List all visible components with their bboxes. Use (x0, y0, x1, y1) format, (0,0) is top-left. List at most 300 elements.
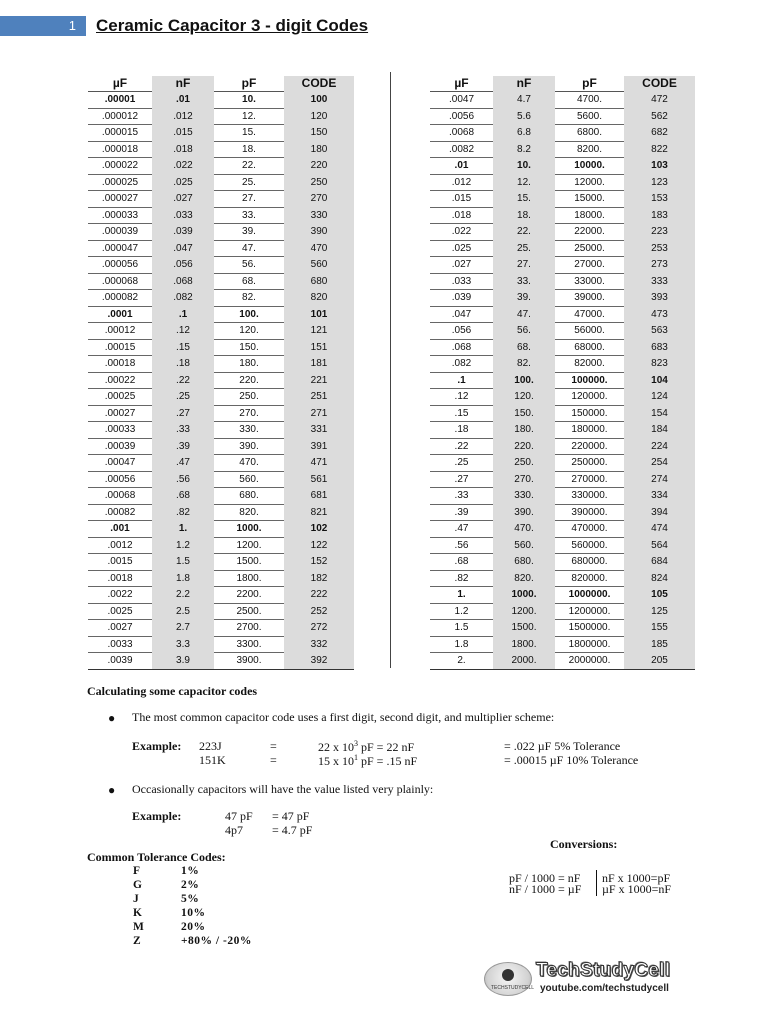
cell-code: 561 (284, 471, 354, 488)
cell-nf: .1 (152, 306, 214, 323)
table-row (88, 620, 354, 637)
logo-name: TechStudyCell (536, 960, 671, 981)
cell-nf: 120. (493, 389, 555, 406)
cell-uf: .68 (430, 554, 493, 571)
cell-pf: 1500000. (555, 620, 624, 637)
cell-nf: 1. (152, 521, 214, 538)
cell-nf: 12. (493, 174, 555, 191)
example-equals-1: = (270, 739, 277, 753)
cell-code: 251 (284, 389, 354, 406)
header-pf: pF (555, 76, 624, 92)
table-row (88, 224, 354, 241)
cell-code: 270 (284, 191, 354, 208)
bullet-text-2: Occasionally capacitors will have the value listed very plainly: (132, 782, 434, 796)
lightbulb-icon (502, 969, 514, 981)
cell-uf: .0018 (88, 570, 152, 587)
conversion-nf-to-pf: nF x 1000=pF (602, 871, 671, 885)
cell-pf: 68000. (555, 339, 624, 356)
table-row (430, 323, 695, 340)
cell-pf: 22. (214, 158, 284, 175)
cell-uf: .39 (430, 504, 493, 521)
calc-base: 22 x 10 (318, 740, 354, 754)
table-row (430, 158, 695, 175)
cell-nf: .022 (152, 158, 214, 175)
cell-pf: 470. (214, 455, 284, 472)
table-row (430, 174, 695, 191)
cell-pf: 120. (214, 323, 284, 340)
cell-pf: 330. (214, 422, 284, 439)
cell-code: 564 (624, 537, 695, 554)
cell-nf: 33. (493, 273, 555, 290)
cell-pf: 3300. (214, 636, 284, 653)
cell-uf: .01 (430, 158, 493, 175)
cell-code: 393 (624, 290, 695, 307)
table-row (430, 273, 695, 290)
cell-nf: 680. (493, 554, 555, 571)
cell-pf: 2000000. (555, 653, 624, 670)
cell-code: 205 (624, 653, 695, 670)
table-row (88, 471, 354, 488)
calc-heading: Calculating some capacitor codes (87, 684, 258, 698)
cell-code: 332 (284, 636, 354, 653)
cell-code: 185 (624, 636, 695, 653)
cell-pf: 82000. (555, 356, 624, 373)
calc-base: 15 x 10 (318, 754, 354, 768)
cell-nf: 56. (493, 323, 555, 340)
cell-uf: .00068 (88, 488, 152, 505)
table-row (430, 339, 695, 356)
cell-nf: 1800. (493, 636, 555, 653)
cell-nf: .25 (152, 389, 214, 406)
tolerance-value: 1% (181, 865, 200, 877)
conversion-uf-to-nf: µF x 1000=nF (602, 882, 672, 896)
cell-code: 331 (284, 422, 354, 439)
table-header-row (88, 76, 354, 92)
table-row (430, 603, 695, 620)
table-row (430, 141, 695, 158)
cell-pf: 250000. (555, 455, 624, 472)
table-row (88, 273, 354, 290)
tolerance-code: Z (133, 935, 141, 947)
cell-pf: 10. (214, 92, 284, 109)
cell-code: 390 (284, 224, 354, 241)
table-row (430, 488, 695, 505)
cell-uf: .15 (430, 405, 493, 422)
header-uf: µF (430, 76, 493, 92)
cell-uf: 1. (430, 587, 493, 604)
cell-uf: .00056 (88, 471, 152, 488)
cell-pf: 120000. (555, 389, 624, 406)
calc-rest: pF = .15 nF (358, 754, 418, 768)
cell-nf: 8.2 (493, 141, 555, 158)
cell-nf: 390. (493, 504, 555, 521)
page-number: 1 (0, 16, 86, 36)
cell-uf: .000025 (88, 174, 152, 191)
cell-uf: .022 (430, 224, 493, 241)
cell-nf: 220. (493, 438, 555, 455)
cell-uf: .00027 (88, 405, 152, 422)
table-row (88, 603, 354, 620)
cell-uf: .27 (430, 471, 493, 488)
plain-code-2: 4p7 (225, 823, 243, 837)
table-row (430, 554, 695, 571)
cell-pf: 47000. (555, 306, 624, 323)
cell-uf: .000068 (88, 273, 152, 290)
cell-nf: 5.6 (493, 108, 555, 125)
techstudycell-logo (484, 962, 690, 996)
cell-pf: 1200. (214, 537, 284, 554)
cell-code: 821 (284, 504, 354, 521)
cell-code: 563 (624, 323, 695, 340)
cell-pf: 39. (214, 224, 284, 241)
conversion-pf-to-nf: pF / 1000 = nF (509, 871, 581, 885)
cell-code: 253 (624, 240, 695, 257)
cell-pf: 250. (214, 389, 284, 406)
header-uf: µF (88, 76, 152, 92)
cell-pf: 2700. (214, 620, 284, 637)
cell-nf: .82 (152, 504, 214, 521)
table-row (88, 405, 354, 422)
cell-code: 682 (624, 125, 695, 142)
cell-code: 101 (284, 306, 354, 323)
cell-nf: 10. (493, 158, 555, 175)
cell-nf: .015 (152, 125, 214, 142)
cell-uf: .22 (430, 438, 493, 455)
cell-uf: .018 (430, 207, 493, 224)
cell-pf: 56. (214, 257, 284, 274)
table-row (430, 405, 695, 422)
table-row (430, 653, 695, 670)
cell-pf: 33000. (555, 273, 624, 290)
cell-code: 102 (284, 521, 354, 538)
cell-uf: .1 (430, 372, 493, 389)
cell-uf: .00012 (88, 323, 152, 340)
cell-code: 123 (624, 174, 695, 191)
table-row (88, 554, 354, 571)
cell-uf: 1.2 (430, 603, 493, 620)
table-row (88, 636, 354, 653)
logo-url: youtube.com/techstudycell (540, 983, 669, 994)
cell-nf: .18 (152, 356, 214, 373)
cell-uf: .000015 (88, 125, 152, 142)
conversion-divider (596, 870, 597, 896)
cell-pf: 15000. (555, 191, 624, 208)
cell-pf: 820. (214, 504, 284, 521)
cell-uf: .00033 (88, 422, 152, 439)
cell-uf: .025 (430, 240, 493, 257)
cell-uf: .00001 (88, 92, 152, 109)
tolerance-heading: Common Tolerance Codes: (87, 850, 226, 864)
capacitor-code-table-right (430, 76, 695, 670)
cell-code: 150 (284, 125, 354, 142)
table-row (88, 389, 354, 406)
cell-uf: .000039 (88, 224, 152, 241)
cell-pf: 270. (214, 405, 284, 422)
cell-uf: .00022 (88, 372, 152, 389)
cell-nf: .01 (152, 92, 214, 109)
tolerance-value: 5% (181, 893, 200, 905)
cell-nf: 3.9 (152, 653, 214, 670)
cell-code: 105 (624, 587, 695, 604)
cell-pf: 1200000. (555, 603, 624, 620)
cell-uf: .000022 (88, 158, 152, 175)
cell-nf: .025 (152, 174, 214, 191)
example-code-2: 151K (199, 753, 226, 767)
cell-uf: .00018 (88, 356, 152, 373)
cell-pf: 180. (214, 356, 284, 373)
cell-code: 824 (624, 570, 695, 587)
cell-nf: 2000. (493, 653, 555, 670)
cell-code: 153 (624, 191, 695, 208)
cell-pf: 1000. (214, 521, 284, 538)
cell-nf: 2.5 (152, 603, 214, 620)
cell-pf: 27. (214, 191, 284, 208)
cell-uf: .012 (430, 174, 493, 191)
cell-uf: .0001 (88, 306, 152, 323)
cell-uf: .033 (430, 273, 493, 290)
cell-nf: 560. (493, 537, 555, 554)
table-row (430, 125, 695, 142)
cell-uf: .000082 (88, 290, 152, 307)
table-row (88, 587, 354, 604)
cell-nf: .15 (152, 339, 214, 356)
cell-pf: 1000000. (555, 587, 624, 604)
table-row (430, 290, 695, 307)
table-row (88, 455, 354, 472)
cell-uf: .0056 (430, 108, 493, 125)
cell-uf: .000056 (88, 257, 152, 274)
table-row (88, 488, 354, 505)
table-row (88, 306, 354, 323)
cell-uf: .56 (430, 537, 493, 554)
tolerance-code: K (133, 907, 142, 919)
cell-nf: 47. (493, 306, 555, 323)
table-row (88, 174, 354, 191)
cell-code: 152 (284, 554, 354, 571)
cell-uf: .082 (430, 356, 493, 373)
cell-code: 250 (284, 174, 354, 191)
cell-code: 125 (624, 603, 695, 620)
cell-nf: 15. (493, 191, 555, 208)
cell-nf: .33 (152, 422, 214, 439)
cell-pf: 220. (214, 372, 284, 389)
cell-nf: .47 (152, 455, 214, 472)
cell-pf: 560. (214, 471, 284, 488)
cell-nf: 27. (493, 257, 555, 274)
example-equals-2: = (270, 753, 277, 767)
cell-uf: .000018 (88, 141, 152, 158)
cell-pf: 82. (214, 290, 284, 307)
cell-pf: 39000. (555, 290, 624, 307)
cell-uf: .0047 (430, 92, 493, 109)
table-row (430, 471, 695, 488)
table-row (88, 570, 354, 587)
cell-pf: 1800. (214, 570, 284, 587)
cell-nf: 250. (493, 455, 555, 472)
cell-nf: 1000. (493, 587, 555, 604)
table-row (88, 372, 354, 389)
cell-code: 392 (284, 653, 354, 670)
cell-nf: .033 (152, 207, 214, 224)
cell-pf: 33. (214, 207, 284, 224)
table-row (88, 240, 354, 257)
cell-uf: .068 (430, 339, 493, 356)
cell-uf: .25 (430, 455, 493, 472)
table-row (88, 141, 354, 158)
table-row (430, 92, 695, 109)
cell-pf: 270000. (555, 471, 624, 488)
cell-code: 221 (284, 372, 354, 389)
table-row (88, 158, 354, 175)
cell-pf: 12000. (555, 174, 624, 191)
cell-nf: 18. (493, 207, 555, 224)
table-row (430, 636, 695, 653)
table-row (88, 339, 354, 356)
table-row (430, 504, 695, 521)
cell-uf: 1.8 (430, 636, 493, 653)
table-row (88, 504, 354, 521)
table-row (88, 422, 354, 439)
cell-nf: 1.5 (152, 554, 214, 571)
cell-nf: 100. (493, 372, 555, 389)
cell-pf: 47. (214, 240, 284, 257)
example-label: Example: (132, 739, 182, 753)
table-row (430, 620, 695, 637)
table-row (430, 224, 695, 241)
table-row (430, 587, 695, 604)
cell-nf: .018 (152, 141, 214, 158)
table-row (430, 422, 695, 439)
table-row (430, 191, 695, 208)
cell-pf: 12. (214, 108, 284, 125)
cell-pf: 100000. (555, 372, 624, 389)
cell-code: 683 (624, 339, 695, 356)
cell-nf: .22 (152, 372, 214, 389)
cell-nf: 25. (493, 240, 555, 257)
header-code: CODE (624, 76, 695, 92)
cell-uf: .027 (430, 257, 493, 274)
cell-code: 254 (624, 455, 695, 472)
cell-nf: 3.3 (152, 636, 214, 653)
cell-uf: .0022 (88, 587, 152, 604)
table-header-row (430, 76, 695, 92)
table-row (88, 191, 354, 208)
cell-uf: .056 (430, 323, 493, 340)
cell-uf: .00015 (88, 339, 152, 356)
cell-pf: 68. (214, 273, 284, 290)
cell-nf: 330. (493, 488, 555, 505)
cell-code: 820 (284, 290, 354, 307)
cell-code: 472 (624, 92, 695, 109)
calc-rest: pF = 22 nF (358, 740, 415, 754)
cell-nf: .082 (152, 290, 214, 307)
tolerance-value: 20% (181, 921, 206, 933)
cell-nf: 2.2 (152, 587, 214, 604)
cell-nf: 180. (493, 422, 555, 439)
header-nf: nF (152, 76, 214, 92)
tolerance-code: F (133, 865, 141, 877)
cell-pf: 56000. (555, 323, 624, 340)
cell-code: 473 (624, 306, 695, 323)
page-title: Ceramic Capacitor 3 - digit Codes (96, 16, 369, 35)
cell-pf: 22000. (555, 224, 624, 241)
cell-pf: 6800. (555, 125, 624, 142)
cell-code: 224 (624, 438, 695, 455)
table-row (430, 570, 695, 587)
cell-uf: .0012 (88, 537, 152, 554)
tolerance-code: J (133, 893, 139, 905)
table-row (430, 438, 695, 455)
cell-nf: 82. (493, 356, 555, 373)
cell-uf: .0025 (88, 603, 152, 620)
bullet-icon: ● (108, 711, 116, 725)
cell-pf: 330000. (555, 488, 624, 505)
header-pf: pF (214, 76, 284, 92)
example-label-2: Example: (132, 809, 182, 823)
cell-uf: .12 (430, 389, 493, 406)
cell-uf: .00039 (88, 438, 152, 455)
table-row (88, 207, 354, 224)
cell-uf: .00082 (88, 504, 152, 521)
cell-code: 560 (284, 257, 354, 274)
cell-code: 684 (624, 554, 695, 571)
cell-nf: .56 (152, 471, 214, 488)
cell-nf: 39. (493, 290, 555, 307)
table-row (430, 257, 695, 274)
cell-nf: .12 (152, 323, 214, 340)
cell-code: 184 (624, 422, 695, 439)
cell-nf: 6.8 (493, 125, 555, 142)
cell-nf: 1500. (493, 620, 555, 637)
table-row (88, 108, 354, 125)
calc-exponent: 3 (354, 739, 358, 748)
cell-code: 180 (284, 141, 354, 158)
cell-nf: .027 (152, 191, 214, 208)
cell-code: 271 (284, 405, 354, 422)
cell-code: 272 (284, 620, 354, 637)
cell-nf: 1.2 (152, 537, 214, 554)
table-row (430, 521, 695, 538)
example-calc-2 (318, 753, 417, 769)
cell-pf: 25. (214, 174, 284, 191)
table-row (430, 240, 695, 257)
cell-nf: 2.7 (152, 620, 214, 637)
bullet-icon: ● (108, 783, 116, 797)
cell-code: 155 (624, 620, 695, 637)
cell-uf: .047 (430, 306, 493, 323)
cell-uf: .015 (430, 191, 493, 208)
cell-code: 121 (284, 323, 354, 340)
table-row (430, 356, 695, 373)
logo-badge-text: TECHSTUDYCELL (491, 985, 535, 991)
cell-uf: .33 (430, 488, 493, 505)
cell-pf: 27000. (555, 257, 624, 274)
table-row (430, 455, 695, 472)
cell-pf: 25000. (555, 240, 624, 257)
conversion-nf-to-uf: nF / 1000 = µF (509, 882, 582, 896)
calc-exponent: 1 (354, 753, 358, 762)
cell-pf: 18000. (555, 207, 624, 224)
table-row (88, 125, 354, 142)
cell-nf: 270. (493, 471, 555, 488)
cell-code: 220 (284, 158, 354, 175)
cell-uf: .0033 (88, 636, 152, 653)
table-row (88, 521, 354, 538)
cell-nf: .039 (152, 224, 214, 241)
table-row (430, 537, 695, 554)
cell-nf: 150. (493, 405, 555, 422)
column-divider (390, 72, 391, 668)
